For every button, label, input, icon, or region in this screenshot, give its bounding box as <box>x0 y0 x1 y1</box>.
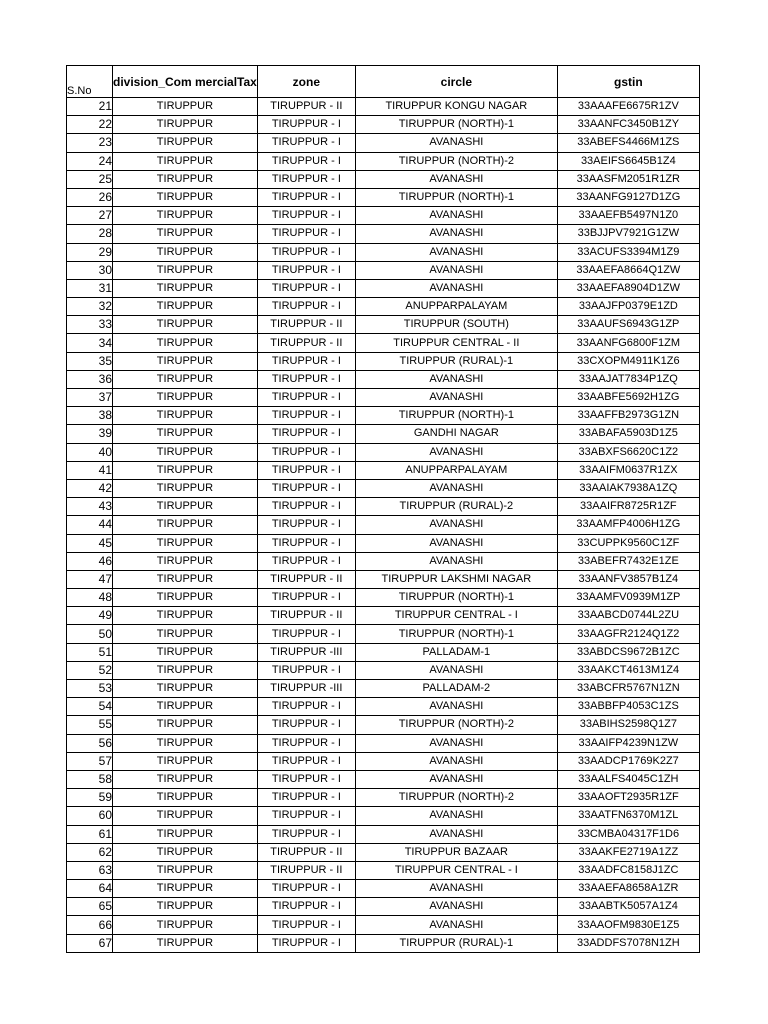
cell-zone: TIRUPPUR - II <box>257 861 355 879</box>
table-header <box>67 66 700 98</box>
cell-zone: TIRUPPUR - I <box>257 825 355 843</box>
table-row <box>67 698 700 716</box>
cell-circle: TIRUPPUR (RURAL)-1 <box>355 352 557 370</box>
table-row <box>67 98 700 116</box>
cell-circle: GANDHI NAGAR <box>355 425 557 443</box>
cell-zone: TIRUPPUR - II <box>257 570 355 588</box>
cell-sno: 37 <box>67 389 113 407</box>
table-row <box>67 880 700 898</box>
cell-circle: ANUPPARPALAYAM <box>355 461 557 479</box>
cell-circle: AVANASHI <box>355 443 557 461</box>
cell-circle: AVANASHI <box>355 552 557 570</box>
cell-division: TIRUPPUR <box>113 188 258 206</box>
cell-gstin: 33AAJAT7834P1ZQ <box>557 370 699 388</box>
cell-gstin: 33BJJPV7921G1ZW <box>557 225 699 243</box>
cell-sno: 53 <box>67 680 113 698</box>
cell-zone: TIRUPPUR - I <box>257 443 355 461</box>
cell-circle: AVANASHI <box>355 734 557 752</box>
cell-sno: 27 <box>67 207 113 225</box>
cell-sno: 43 <box>67 498 113 516</box>
cell-division: TIRUPPUR <box>113 116 258 134</box>
cell-circle: AVANASHI <box>355 225 557 243</box>
cell-circle: AVANASHI <box>355 170 557 188</box>
cell-division: TIRUPPUR <box>113 443 258 461</box>
cell-division: TIRUPPUR <box>113 425 258 443</box>
cell-circle: PALLADAM-2 <box>355 680 557 698</box>
cell-division: TIRUPPUR <box>113 243 258 261</box>
cell-sno: 62 <box>67 843 113 861</box>
cell-zone: TIRUPPUR - I <box>257 498 355 516</box>
cell-zone: TIRUPPUR - I <box>257 425 355 443</box>
cell-division: TIRUPPUR <box>113 461 258 479</box>
table-row <box>67 498 700 516</box>
cell-circle: TIRUPPUR (RURAL)-1 <box>355 934 557 952</box>
cell-division: TIRUPPUR <box>113 770 258 788</box>
cell-division: TIRUPPUR <box>113 807 258 825</box>
cell-zone: TIRUPPUR - I <box>257 207 355 225</box>
cell-division: TIRUPPUR <box>113 407 258 425</box>
cell-gstin: 33AANFG9127D1ZG <box>557 188 699 206</box>
cell-sno: 31 <box>67 279 113 297</box>
cell-circle: TIRUPPUR CENTRAL - I <box>355 861 557 879</box>
cell-division: TIRUPPUR <box>113 843 258 861</box>
cell-gstin: 33ABIHS2598Q1Z7 <box>557 716 699 734</box>
cell-sno: 39 <box>67 425 113 443</box>
table-row <box>67 516 700 534</box>
cell-zone: TIRUPPUR - I <box>257 352 355 370</box>
cell-circle: TIRUPPUR (NORTH)-1 <box>355 589 557 607</box>
cell-zone: TIRUPPUR - I <box>257 188 355 206</box>
table-row <box>67 334 700 352</box>
cell-circle: TIRUPPUR CENTRAL - I <box>355 607 557 625</box>
cell-circle: TIRUPPUR (RURAL)-2 <box>355 498 557 516</box>
cell-division: TIRUPPUR <box>113 880 258 898</box>
table-row <box>67 552 700 570</box>
table-row <box>67 734 700 752</box>
cell-gstin: 33ABCFR5767N1ZN <box>557 680 699 698</box>
header-division: division_Com mercialTax <box>113 66 258 98</box>
cell-zone: TIRUPPUR - I <box>257 261 355 279</box>
cell-zone: TIRUPPUR - I <box>257 880 355 898</box>
cell-division: TIRUPPUR <box>113 134 258 152</box>
cell-gstin: 33AAFFB2973G1ZN <box>557 407 699 425</box>
cell-gstin: 33ABAFA5903D1Z5 <box>557 425 699 443</box>
gstin-table <box>66 65 700 953</box>
cell-circle: AVANASHI <box>355 370 557 388</box>
cell-zone: TIRUPPUR - I <box>257 807 355 825</box>
cell-circle: AVANASHI <box>355 261 557 279</box>
cell-division: TIRUPPUR <box>113 225 258 243</box>
cell-circle: TIRUPPUR (NORTH)-2 <box>355 716 557 734</box>
cell-sno: 35 <box>67 352 113 370</box>
cell-sno: 50 <box>67 625 113 643</box>
cell-circle: AVANASHI <box>355 770 557 788</box>
cell-zone: TIRUPPUR - I <box>257 770 355 788</box>
cell-sno: 22 <box>67 116 113 134</box>
cell-gstin: 33AAEFA8904D1ZW <box>557 279 699 297</box>
cell-gstin: 33AAOFT2935R1ZF <box>557 789 699 807</box>
cell-gstin: 33AANFC3450B1ZY <box>557 116 699 134</box>
cell-zone: TIRUPPUR - I <box>257 243 355 261</box>
cell-zone: TIRUPPUR - I <box>257 734 355 752</box>
cell-gstin: 33AEIFS6645B1Z4 <box>557 152 699 170</box>
cell-sno: 41 <box>67 461 113 479</box>
cell-zone: TIRUPPUR - I <box>257 552 355 570</box>
cell-zone: TIRUPPUR - II <box>257 98 355 116</box>
cell-circle: AVANASHI <box>355 752 557 770</box>
cell-division: TIRUPPUR <box>113 279 258 297</box>
cell-division: TIRUPPUR <box>113 607 258 625</box>
cell-zone: TIRUPPUR - I <box>257 516 355 534</box>
cell-circle: TIRUPPUR CENTRAL - II <box>355 334 557 352</box>
table-row <box>67 207 700 225</box>
cell-circle: AVANASHI <box>355 279 557 297</box>
cell-zone: TIRUPPUR - I <box>257 589 355 607</box>
cell-gstin: 33AAJFP0379E1ZD <box>557 298 699 316</box>
cell-circle: TIRUPPUR (NORTH)-2 <box>355 152 557 170</box>
cell-gstin: 33AAKCT4613M1Z4 <box>557 661 699 679</box>
cell-division: TIRUPPUR <box>113 498 258 516</box>
cell-gstin: 33AALFS4045C1ZH <box>557 770 699 788</box>
cell-sno: 32 <box>67 298 113 316</box>
cell-gstin: 33AABFE5692H1ZG <box>557 389 699 407</box>
cell-zone: TIRUPPUR - I <box>257 407 355 425</box>
cell-division: TIRUPPUR <box>113 352 258 370</box>
cell-gstin: 33AAIFM0637R1ZX <box>557 461 699 479</box>
cell-sno: 33 <box>67 316 113 334</box>
cell-division: TIRUPPUR <box>113 170 258 188</box>
table-row <box>67 170 700 188</box>
cell-gstin: 33AAMFV0939M1ZP <box>557 589 699 607</box>
cell-circle: TIRUPPUR (NORTH)-2 <box>355 789 557 807</box>
header-gstin: gstin <box>557 66 699 98</box>
cell-gstin: 33AABTK5057A1Z4 <box>557 898 699 916</box>
cell-zone: TIRUPPUR -III <box>257 680 355 698</box>
cell-zone: TIRUPPUR - I <box>257 479 355 497</box>
table-row <box>67 770 700 788</box>
cell-sno: 29 <box>67 243 113 261</box>
cell-sno: 51 <box>67 643 113 661</box>
cell-circle: TIRUPPUR (NORTH)-1 <box>355 625 557 643</box>
cell-circle: AVANASHI <box>355 479 557 497</box>
cell-sno: 56 <box>67 734 113 752</box>
cell-gstin: 33ACUFS3394M1Z9 <box>557 243 699 261</box>
cell-gstin: 33AANFV3857B1Z4 <box>557 570 699 588</box>
cell-division: TIRUPPUR <box>113 534 258 552</box>
cell-gstin: 33AAIAK7938A1ZQ <box>557 479 699 497</box>
cell-division: TIRUPPUR <box>113 643 258 661</box>
cell-division: TIRUPPUR <box>113 334 258 352</box>
table-row <box>67 752 700 770</box>
cell-sno: 40 <box>67 443 113 461</box>
cell-circle: AVANASHI <box>355 389 557 407</box>
table-row <box>67 898 700 916</box>
cell-circle: TIRUPPUR KONGU NAGAR <box>355 98 557 116</box>
cell-zone: TIRUPPUR - I <box>257 152 355 170</box>
cell-gstin: 33AANFG6800F1ZM <box>557 334 699 352</box>
cell-division: TIRUPPUR <box>113 479 258 497</box>
table-row <box>67 134 700 152</box>
cell-gstin: 33AATFN6370M1ZL <box>557 807 699 825</box>
cell-circle: AVANASHI <box>355 661 557 679</box>
cell-circle: ANUPPARPALAYAM <box>355 298 557 316</box>
cell-gstin: 33ADDFS7078N1ZH <box>557 934 699 952</box>
cell-division: TIRUPPUR <box>113 661 258 679</box>
table-row <box>67 661 700 679</box>
cell-sno: 54 <box>67 698 113 716</box>
table-row <box>67 825 700 843</box>
cell-gstin: 33ABDCS9672B1ZC <box>557 643 699 661</box>
cell-sno: 44 <box>67 516 113 534</box>
cell-zone: TIRUPPUR - I <box>257 716 355 734</box>
header-row <box>67 66 700 98</box>
cell-zone: TIRUPPUR - I <box>257 661 355 679</box>
cell-sno: 28 <box>67 225 113 243</box>
header-circle: circle <box>355 66 557 98</box>
table-row <box>67 643 700 661</box>
cell-division: TIRUPPUR <box>113 716 258 734</box>
table-row <box>67 934 700 952</box>
table-row <box>67 443 700 461</box>
cell-sno: 58 <box>67 770 113 788</box>
cell-zone: TIRUPPUR - II <box>257 843 355 861</box>
table-row <box>67 807 700 825</box>
cell-sno: 65 <box>67 898 113 916</box>
cell-sno: 45 <box>67 534 113 552</box>
cell-circle: AVANASHI <box>355 880 557 898</box>
cell-gstin: 33AAAFE6675R1ZV <box>557 98 699 116</box>
cell-sno: 57 <box>67 752 113 770</box>
cell-zone: TIRUPPUR - I <box>257 916 355 934</box>
table-row <box>67 479 700 497</box>
cell-gstin: 33ABXFS6620C1Z2 <box>557 443 699 461</box>
cell-division: TIRUPPUR <box>113 680 258 698</box>
cell-gstin: 33CUPPK9560C1ZF <box>557 534 699 552</box>
table-row <box>67 389 700 407</box>
table-row <box>67 316 700 334</box>
cell-gstin: 33AAIFP4239N1ZW <box>557 734 699 752</box>
cell-division: TIRUPPUR <box>113 152 258 170</box>
table-row <box>67 716 700 734</box>
cell-sno: 64 <box>67 880 113 898</box>
cell-division: TIRUPPUR <box>113 789 258 807</box>
cell-sno: 25 <box>67 170 113 188</box>
cell-zone: TIRUPPUR - I <box>257 279 355 297</box>
cell-zone: TIRUPPUR - I <box>257 752 355 770</box>
table-body <box>67 98 700 953</box>
cell-sno: 23 <box>67 134 113 152</box>
table-row <box>67 789 700 807</box>
cell-sno: 52 <box>67 661 113 679</box>
header-zone: zone <box>257 66 355 98</box>
table-row <box>67 861 700 879</box>
cell-sno: 63 <box>67 861 113 879</box>
cell-gstin: 33AABCD0744L2ZU <box>557 607 699 625</box>
table-row <box>67 188 700 206</box>
cell-gstin: 33AASFM2051R1ZR <box>557 170 699 188</box>
cell-circle: TIRUPPUR (NORTH)-1 <box>355 188 557 206</box>
cell-division: TIRUPPUR <box>113 370 258 388</box>
cell-gstin: 33CXOPM4911K1Z6 <box>557 352 699 370</box>
cell-zone: TIRUPPUR - II <box>257 334 355 352</box>
cell-zone: TIRUPPUR - I <box>257 170 355 188</box>
cell-sno: 30 <box>67 261 113 279</box>
cell-gstin: 33AAEFA8658A1ZR <box>557 880 699 898</box>
cell-division: TIRUPPUR <box>113 298 258 316</box>
cell-sno: 47 <box>67 570 113 588</box>
cell-circle: AVANASHI <box>355 898 557 916</box>
table-row <box>67 534 700 552</box>
table-row <box>67 425 700 443</box>
table-row <box>67 916 700 934</box>
table-row <box>67 589 700 607</box>
cell-sno: 60 <box>67 807 113 825</box>
table-row <box>67 152 700 170</box>
cell-circle: TIRUPPUR (SOUTH) <box>355 316 557 334</box>
cell-sno: 46 <box>67 552 113 570</box>
cell-zone: TIRUPPUR - I <box>257 461 355 479</box>
table-row <box>67 407 700 425</box>
cell-sno: 49 <box>67 607 113 625</box>
cell-zone: TIRUPPUR - I <box>257 698 355 716</box>
table-row <box>67 243 700 261</box>
cell-circle: AVANASHI <box>355 516 557 534</box>
cell-sno: 34 <box>67 334 113 352</box>
cell-division: TIRUPPUR <box>113 734 258 752</box>
cell-zone: TIRUPPUR - I <box>257 934 355 952</box>
cell-gstin: 33AAKFE2719A1ZZ <box>557 843 699 861</box>
cell-gstin: 33ABEFR7432E1ZE <box>557 552 699 570</box>
table-row <box>67 261 700 279</box>
table-row <box>67 607 700 625</box>
cell-division: TIRUPPUR <box>113 516 258 534</box>
cell-division: TIRUPPUR <box>113 316 258 334</box>
cell-gstin: 33AADFC8158J1ZC <box>557 861 699 879</box>
cell-sno: 59 <box>67 789 113 807</box>
cell-circle: TIRUPPUR BAZAAR <box>355 843 557 861</box>
cell-division: TIRUPPUR <box>113 207 258 225</box>
cell-division: TIRUPPUR <box>113 589 258 607</box>
cell-gstin: 33AAOFM9830E1Z5 <box>557 916 699 934</box>
cell-division: TIRUPPUR <box>113 570 258 588</box>
table-row <box>67 225 700 243</box>
cell-division: TIRUPPUR <box>113 752 258 770</box>
cell-circle: AVANASHI <box>355 807 557 825</box>
cell-zone: TIRUPPUR - II <box>257 607 355 625</box>
cell-gstin: 33AAGFR2124Q1Z2 <box>557 625 699 643</box>
cell-zone: TIRUPPUR - I <box>257 534 355 552</box>
cell-sno: 48 <box>67 589 113 607</box>
cell-sno: 38 <box>67 407 113 425</box>
cell-circle: AVANASHI <box>355 134 557 152</box>
cell-gstin: 33AAUFS6943G1ZP <box>557 316 699 334</box>
table-row <box>67 570 700 588</box>
cell-circle: TIRUPPUR (NORTH)-1 <box>355 407 557 425</box>
cell-gstin: 33AADCP1769K2Z7 <box>557 752 699 770</box>
table-row <box>67 461 700 479</box>
cell-sno: 55 <box>67 716 113 734</box>
cell-sno: 67 <box>67 934 113 952</box>
cell-division: TIRUPPUR <box>113 261 258 279</box>
cell-zone: TIRUPPUR - I <box>257 389 355 407</box>
table-row <box>67 298 700 316</box>
cell-circle: TIRUPPUR LAKSHMI NAGAR <box>355 570 557 588</box>
table-row <box>67 352 700 370</box>
cell-division: TIRUPPUR <box>113 934 258 952</box>
cell-zone: TIRUPPUR - I <box>257 789 355 807</box>
cell-division: TIRUPPUR <box>113 861 258 879</box>
cell-circle: PALLADAM-1 <box>355 643 557 661</box>
table-row <box>67 843 700 861</box>
cell-gstin: 33ABEFS4466M1ZS <box>557 134 699 152</box>
cell-zone: TIRUPPUR - II <box>257 316 355 334</box>
table-row <box>67 116 700 134</box>
cell-circle: AVANASHI <box>355 916 557 934</box>
cell-division: TIRUPPUR <box>113 916 258 934</box>
header-sno: S.No <box>67 66 113 98</box>
cell-division: TIRUPPUR <box>113 552 258 570</box>
cell-gstin: 33AAMFP4006H1ZG <box>557 516 699 534</box>
cell-gstin: 33AAEFA8664Q1ZW <box>557 261 699 279</box>
cell-zone: TIRUPPUR - I <box>257 625 355 643</box>
cell-sno: 61 <box>67 825 113 843</box>
cell-zone: TIRUPPUR - I <box>257 225 355 243</box>
cell-sno: 21 <box>67 98 113 116</box>
cell-zone: TIRUPPUR -III <box>257 643 355 661</box>
cell-sno: 36 <box>67 370 113 388</box>
cell-division: TIRUPPUR <box>113 825 258 843</box>
table-row <box>67 680 700 698</box>
cell-sno: 24 <box>67 152 113 170</box>
cell-sno: 66 <box>67 916 113 934</box>
table-row <box>67 625 700 643</box>
cell-zone: TIRUPPUR - I <box>257 116 355 134</box>
cell-sno: 26 <box>67 188 113 206</box>
cell-gstin: 33ABBFP4053C1ZS <box>557 698 699 716</box>
cell-division: TIRUPPUR <box>113 698 258 716</box>
cell-zone: TIRUPPUR - I <box>257 370 355 388</box>
cell-gstin: 33AAIFR8725R1ZF <box>557 498 699 516</box>
table-row <box>67 279 700 297</box>
table-row <box>67 370 700 388</box>
cell-circle: AVANASHI <box>355 534 557 552</box>
cell-division: TIRUPPUR <box>113 898 258 916</box>
cell-gstin: 33CMBA04317F1D6 <box>557 825 699 843</box>
cell-division: TIRUPPUR <box>113 98 258 116</box>
cell-sno: 42 <box>67 479 113 497</box>
cell-gstin: 33AAEFB5497N1Z0 <box>557 207 699 225</box>
cell-circle: AVANASHI <box>355 207 557 225</box>
cell-circle: TIRUPPUR (NORTH)-1 <box>355 116 557 134</box>
cell-division: TIRUPPUR <box>113 389 258 407</box>
cell-division: TIRUPPUR <box>113 625 258 643</box>
cell-zone: TIRUPPUR - I <box>257 134 355 152</box>
cell-zone: TIRUPPUR - I <box>257 298 355 316</box>
cell-circle: AVANASHI <box>355 825 557 843</box>
cell-circle: AVANASHI <box>355 243 557 261</box>
cell-circle: AVANASHI <box>355 698 557 716</box>
cell-zone: TIRUPPUR - I <box>257 898 355 916</box>
